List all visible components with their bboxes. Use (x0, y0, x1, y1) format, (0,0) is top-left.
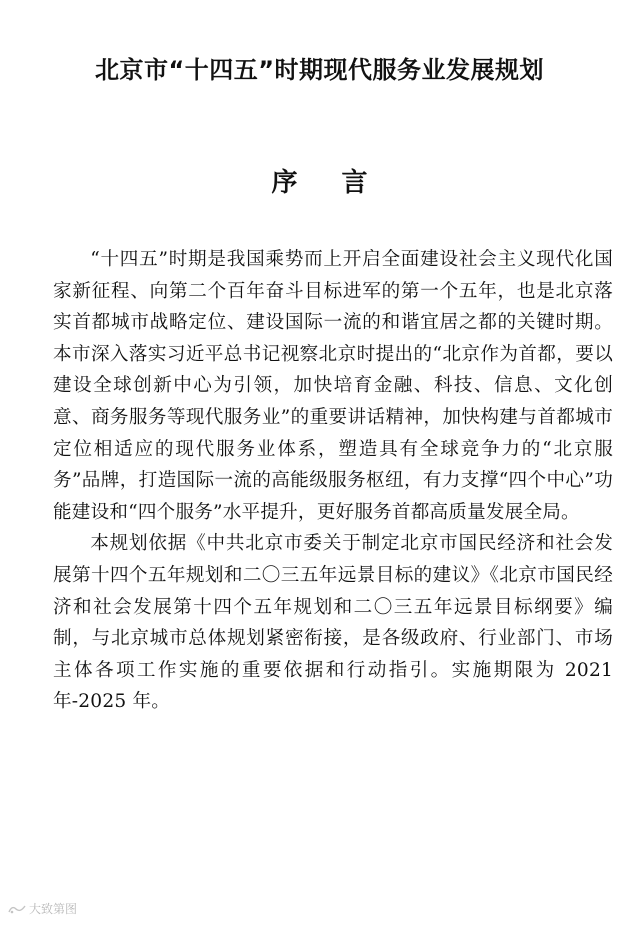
paragraph-preface-1: “十四五”时期是我国乘势而上开启全面建设社会主义现代化国家新征程、向第二个百年奋斗目标进军的第一个五年，也是北京落实首都城市战略定位、建设国际一流的和谐宜居之都的关键时期。本市深入落实习近平总书记视察北京时提出的“北京作为首都，要以建设全球创新中心为引领，加快培育金融、科技、信息、文化创意、商务服务等现代服务业”的重要讲话精神，加快构建与首都城市定位相适应的现代服务业体系，塑造具有全球竞争力的“北京服务”品牌，打造国际一流的高能级服务枢纽，有力支撑“四个中心”功能建设和“四个服务”水平提升，更好服务首都高质量发展全局。 (53, 249, 613, 523)
watermark-logo-icon (8, 903, 26, 915)
document-body (53, 244, 613, 718)
section-title (0, 165, 639, 201)
watermark-text: 大致第图 (29, 902, 78, 916)
watermark (8, 900, 77, 917)
paragraph-preface-2: 本规划依据《中共北京市委关于制定北京市国民经济和社会发展第十四个五年规划和二〇三五年远景目标的建议》《北京市国民经济和社会发展第十四个五年规划和二〇三五年远景目标纲要》编制，与北京城市总体规划紧密衔接，是各级政府、行业部门、市场主体各项工作实施的重要依据和行动指引。实施期限为 2021 年-2025 年。 (53, 533, 613, 713)
document-title: 北京市“十四五”时期现代服务业发展规划 (94, 56, 545, 84)
section-title-part1: 序 (271, 168, 298, 198)
section-title-part2: 言 (341, 168, 368, 198)
